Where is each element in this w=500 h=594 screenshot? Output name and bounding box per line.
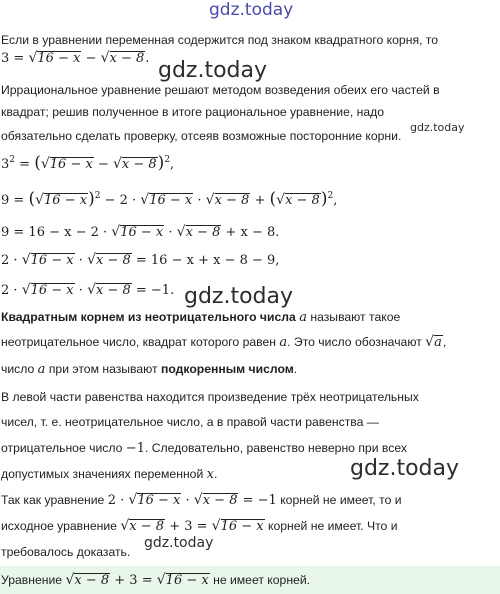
equation-simplified: 2 · √16 − x · √x − 8 = 16 − x + x − 8 − 9,	[1, 252, 280, 268]
equation-final: 2 · √16 − x · √x − 8 = −1.	[1, 282, 175, 298]
watermark-b: gdz.today	[410, 121, 465, 134]
reasoning-l2: чисел, т. е. неотрицательное число, а в правой части равенства —	[1, 415, 379, 429]
reasoning-l1: В левой части равенства находится произведение трёх неотрицательных	[1, 390, 419, 404]
watermark-e: gdz.today	[144, 535, 214, 551]
paragraph-method-l3: обязательно сделать проверку, отсеяв возможные посторонние корни.	[1, 129, 402, 143]
watermark-d: gdz.today	[350, 456, 460, 481]
watermark-a: gdz.today	[158, 58, 268, 83]
watermark-c: gdz.today	[184, 284, 294, 309]
definition-l2: неотрицательное число, квадрат которого равен a. Это число обозначают √a,	[1, 334, 447, 350]
reasoning-l4: допустимых значениях переменной x.	[1, 467, 218, 482]
conclusion-l1: Так как уравнение 2 · √16 − x · √x − 8 = −1 корней не имеет, то и	[1, 492, 402, 508]
equation-squared-1: $3^2 = (√16 - x - √x - 8)^2$,	[1, 153, 175, 173]
answer-box	[0, 566, 500, 594]
reasoning-l3: отрицательное число −1. Следовательно, равенство неверно при всех	[1, 441, 407, 456]
equation-squared-2: $9 = (√16 - x)^2 - 2 \cdot √16 - x \cdot √x - 8 + (√x - 8)^2$,	[1, 189, 338, 209]
paragraph-method-l2: квадрат; решив полученное в итоге рациональное уравнение, надо	[1, 105, 385, 119]
paragraph-intro: Если в уравнении переменная содержится под знаком квадратного корня, то	[1, 33, 439, 47]
definition-l3: число a при этом называют подкоренным числом.	[1, 362, 298, 377]
conclusion-l3: требовалось доказать.	[1, 545, 131, 559]
equation-expanded: 9 = 16 − x − 2 · √16 − x · √x − 8 + x − 8.	[1, 224, 280, 240]
watermark-top: gdz.today	[209, 0, 294, 20]
conclusion-l2: исходное уравнение √x − 8 + 3 = √16 − x корней не имеет. Что и	[1, 518, 398, 534]
definition-l1: Квадратным корнем из неотрицательного числа a называют такое	[1, 310, 401, 325]
equation-original: 3 = √16 − x − √x − 8.	[1, 50, 150, 66]
paragraph-method-l1: Иррациональное уравнение решают методом возведения обеих его частей в	[1, 83, 440, 97]
answer-text: Уравнение √x − 8 + 3 = √16 − x не имеет корней.	[1, 572, 311, 588]
